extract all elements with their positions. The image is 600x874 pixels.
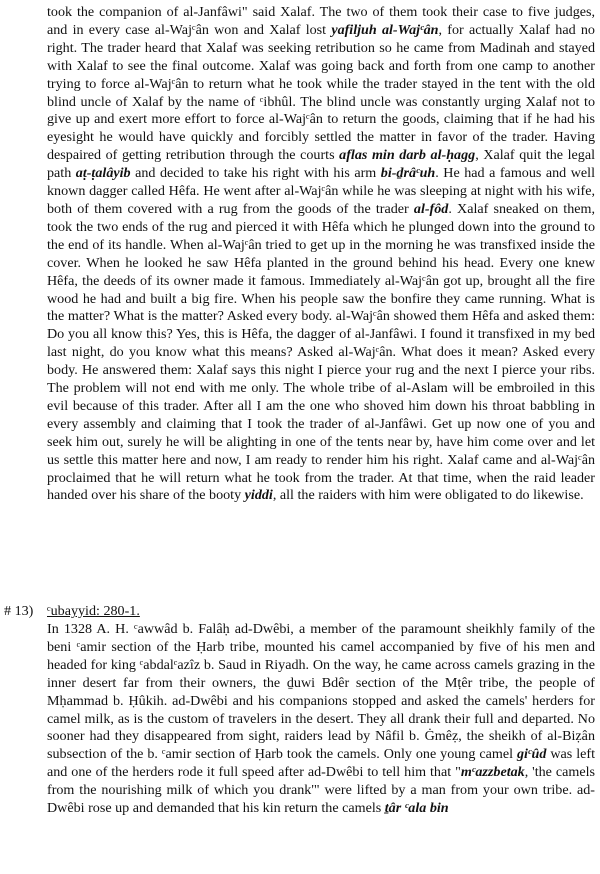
arabic-term: aṭ-ṭalâyib xyxy=(75,165,131,182)
text-run: took the companion of al-Janfâwi" said Xalaf. The two of them took their case to five judges, and in every case al-Wajᶜân won and Xalaf lost xyxy=(47,4,595,38)
arabic-term: giᶜûd xyxy=(516,746,547,763)
paragraph-continued xyxy=(47,4,595,505)
paragraph-entry-13 xyxy=(47,621,595,818)
text-run: was left and one of the herders rode it full speed after ad-Dwêbi to tell him that " xyxy=(47,746,595,781)
text-run: , all the raiders with him were obligated to do likewise. xyxy=(272,487,584,504)
text-run: and decided to take his right with his arm xyxy=(130,165,381,182)
arabic-term: aflas min darb al-ḥagg xyxy=(339,147,476,164)
text-run: In 1328 A. H. ᶜawwâd b. Falâḥ ad-Dwêbi, a member of the paramount sheikhly family of the beni ᶜamir section of the Ḥarb tribe, mounted his camel accompanied by five of his men and headed for king ᶜabdalᶜazîz b. Saud in Riyadh. On the way, he came across camels grazing in the inner desert far from their owners, the ḏuwi Bdêr section of the Mṭêr tribe, the people of Mḥammad b. Ḥûkih. ad-Dwêbi and his companions stopped and asked the camels' herders for camel milk, as is the custom of travelers in the desert. They all drank their full and departed. No sooner had they disappeared from sight, raiders lead by Nâfil b. Ġmêẓ, the sheikh of al-Biẓân subsection of the b. ᶜamir section of Ḥarb took the camels. Only one young camel xyxy=(47,621,595,763)
entry-number: # 13) xyxy=(4,603,34,619)
text-run: . He had a famous and well known dagger called Hêfa. He went after al-Wajᶜân while he was sleeping at night with his wife, both of them covered with a rug from the goods of the trader xyxy=(47,165,595,217)
text-run: , for actually Xalaf had no right. The trader heard that Xalaf was seeking retribution so he came from Madinah and stayed with Xalaf to see the final outcome. Xalaf was going back and forth from one camp to another trying to force al-Wajᶜân to return what he took while the trader stayed in the tent with the old blind uncle of Xalaf by the name of ᶜibhûl. The blind uncle was constantly urging Xalaf not to give up and exert more effort to force al-Wajᶜân to return the goods, claiming that if he had his eyesight he would have quickly and forcibly settled the matter in favor of the trader. Having despaired of getting retribution through the courts xyxy=(47,21,595,164)
arabic-term: yiddi xyxy=(244,487,273,504)
arabic-term: al-fôd xyxy=(413,200,449,217)
arabic-term: mᶜazzbetak xyxy=(460,764,525,781)
entry-source-citation: ᶜubayyid: 280-1. xyxy=(47,603,140,619)
arabic-term: yafiljuh al-Wajᶜân xyxy=(331,21,439,38)
arabic-term: bi-ḏrâᶜuh xyxy=(380,165,436,182)
text-run: . Xalaf sneaked on them, took the two ends of the rug and pierced it with Hêfa which he plunged down into the ground to the end of its handle. When al-Wajᶜân tried to get up in the morning he was transfixed inside the cover. When he looked he saw Hêfa planted in the ground behind his head. Every one knew Hêfa, the deeds of its owner made it famous. Immediately al-Wajᶜân got up, brought all the fire wood he had and built a big fire. When his people saw the bonfire they came running. What is the matter? What is the matter? Asked every body. al-Wajᶜân showed them Hêfa and asked them: Do you all know this? Yes, this is Hêfa, the dagger of al-Janfâwi. I found it transfixed in my bed last night, do you know what this means? Asked al-Wajᶜân. What does it mean? Asked every body. He answered them: Xalaf says this night I pierce your rug and the next I pierce your ribs. The problem will not end with me only. The whole tribe of al-Aslam will be embroiled in this evil because of this trader. After all I am the one who shoved him down his throat babbling in every assembly and claiming that I took the trader of al-Janfâwi. Get up now one of you and seek him out, surely he will be alighting in one of the tents near by, have him come over and let us settle this matter here and now, I am ready to render him his right. Xalaf came and al-Wajᶜân proclaimed that he will return what he took from the trader. At that time, when the raid leader handed over his share of the booty xyxy=(47,200,596,504)
arabic-term: ṯâr ᶜala bin xyxy=(384,800,449,817)
text-run: , 'the camels from the nourishing milk of which you drank'" were lifted by a man from your own tribe. ad-Dwêbi rose up and demanded that his kin return the camels xyxy=(47,764,595,817)
text-run: , Xalaf quit the legal path xyxy=(47,147,595,182)
